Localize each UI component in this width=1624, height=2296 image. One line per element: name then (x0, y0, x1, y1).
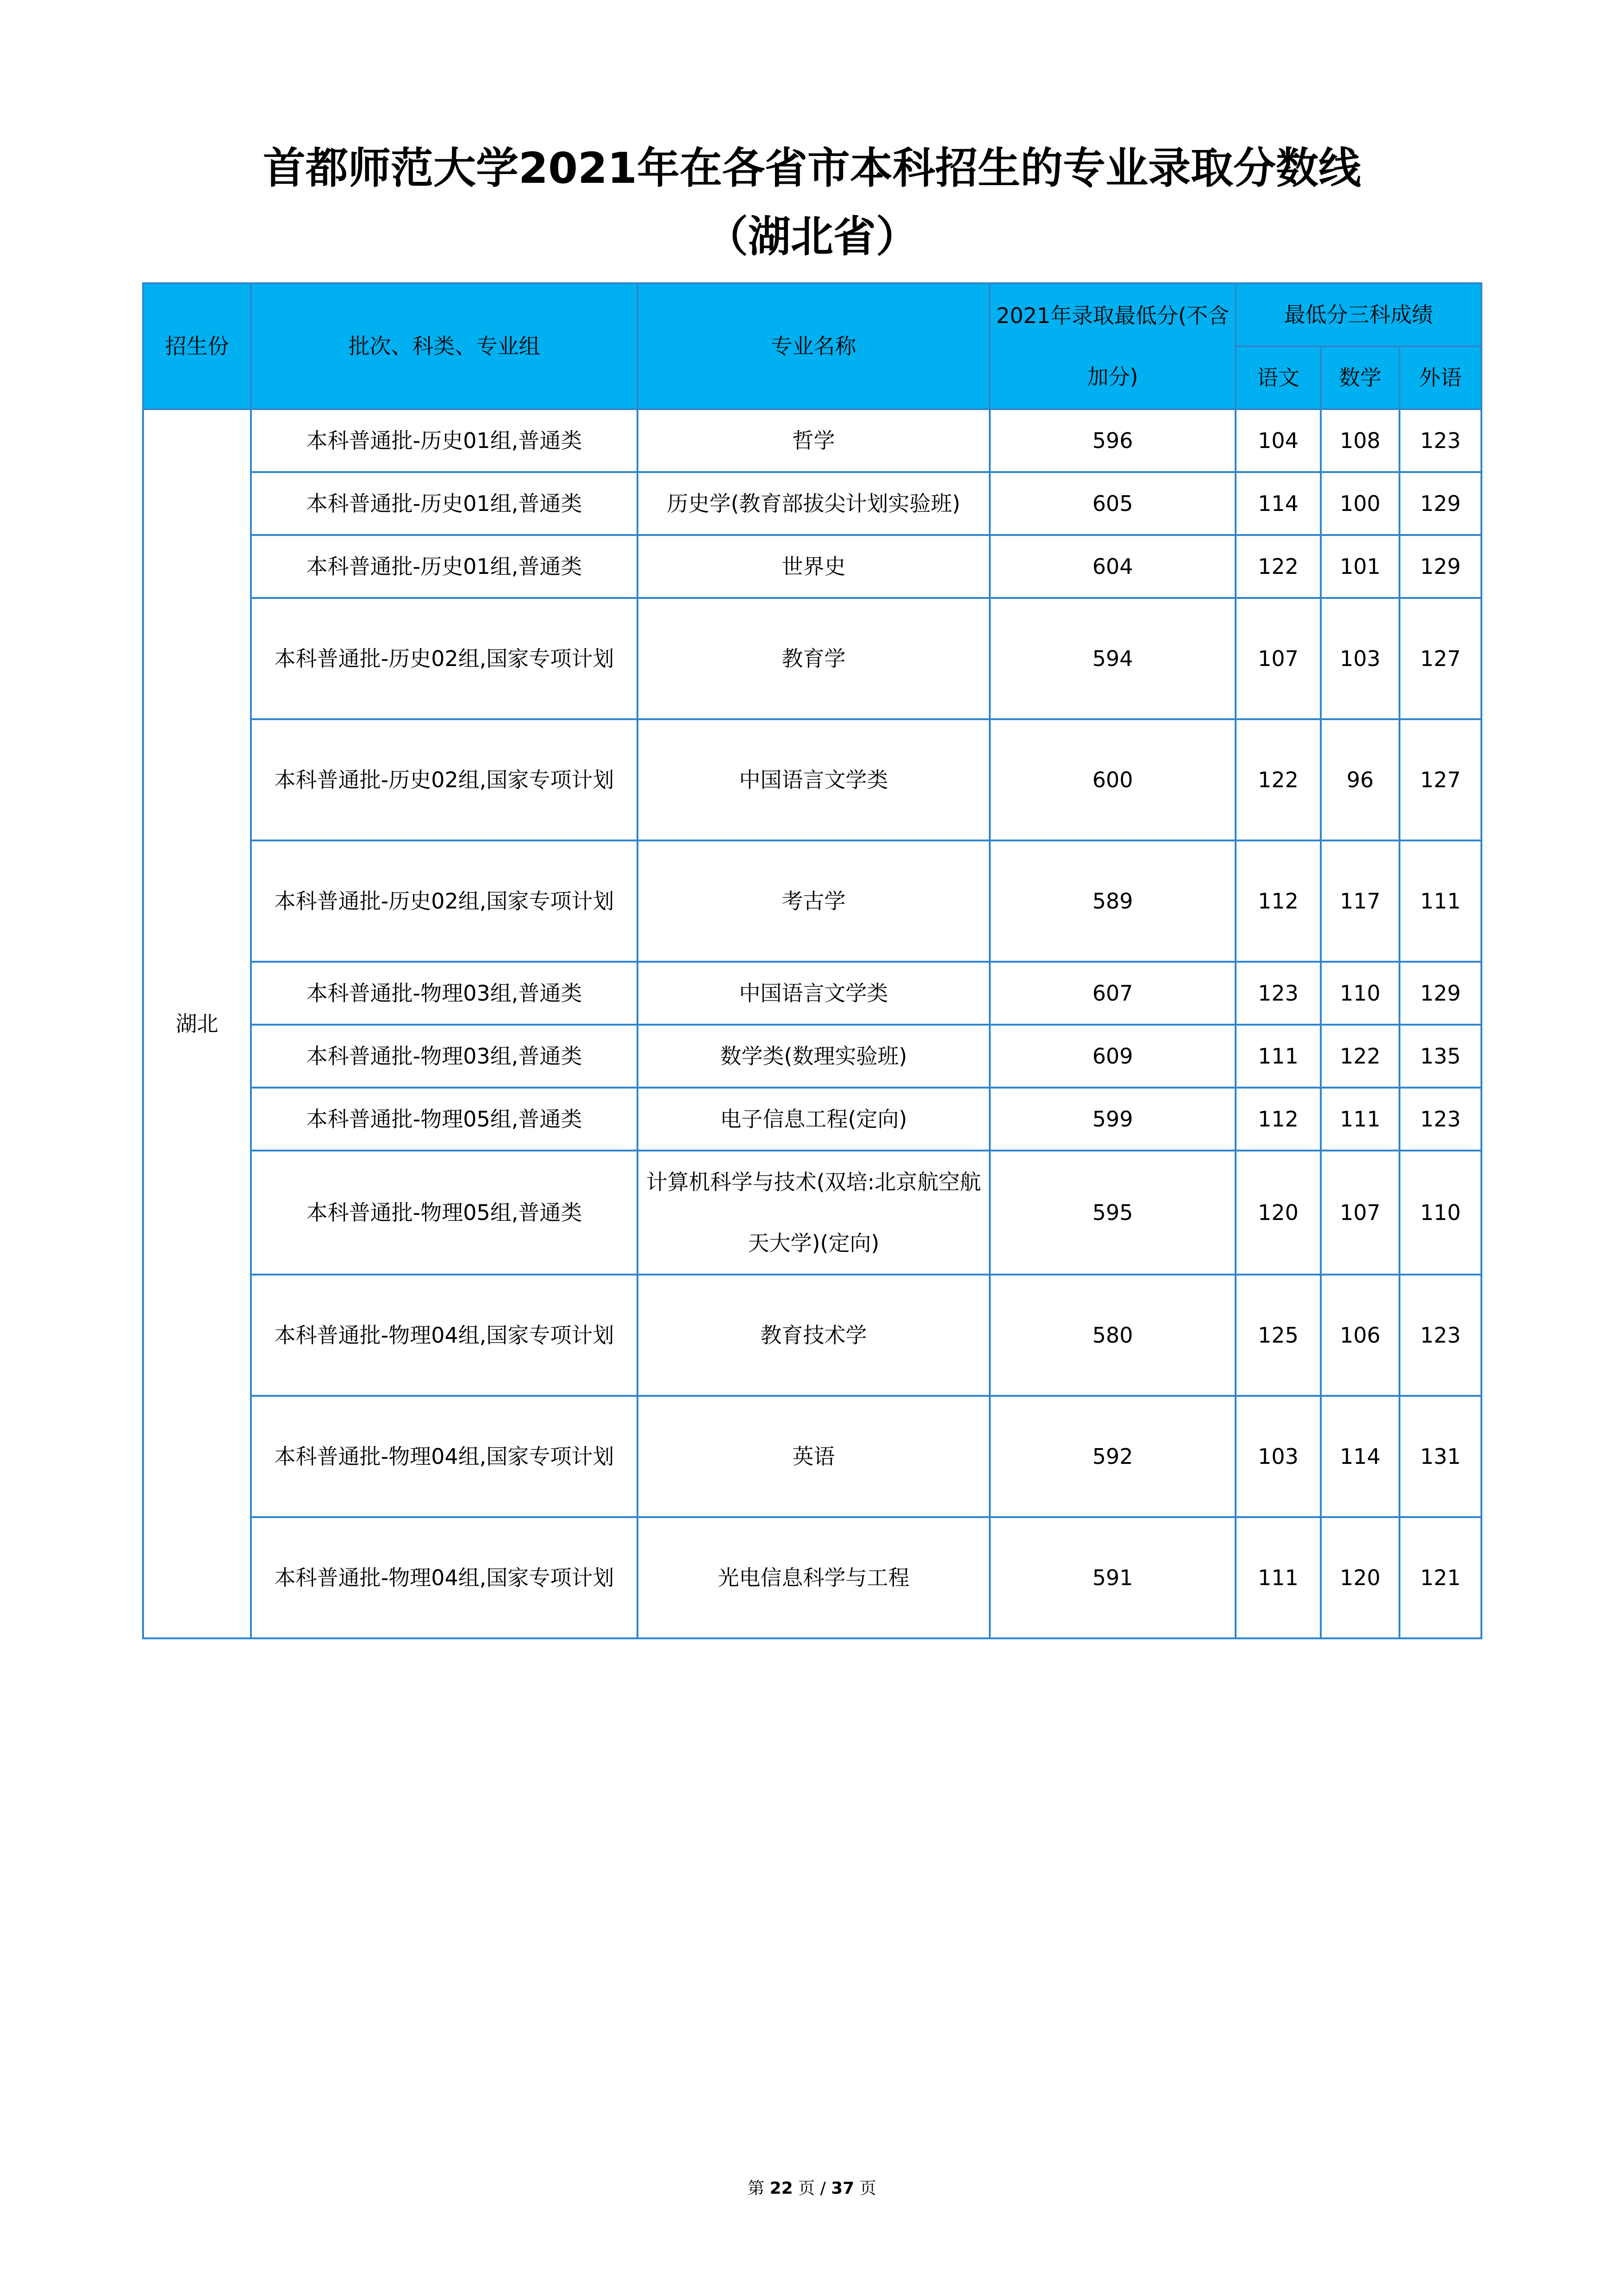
table-row (143, 472, 1481, 535)
chinese-score-cell: 114 (1236, 472, 1321, 535)
table-row (143, 1396, 1481, 1517)
table-row (143, 409, 1481, 472)
foreign-score-cell: 131 (1399, 1396, 1481, 1517)
min-score-cell: 605 (990, 472, 1236, 535)
footer-prefix: 第 (748, 2179, 765, 2198)
table-row (143, 1517, 1481, 1638)
table-row (143, 962, 1481, 1025)
min-score-cell: 609 (990, 1025, 1236, 1088)
min-score-cell: 589 (990, 840, 1236, 962)
min-score-cell: 594 (990, 598, 1236, 719)
batch-cell: 本科普通批-历史02组,国家专项计划 (251, 719, 637, 840)
foreign-score-cell: 127 (1399, 719, 1481, 840)
batch-cell: 本科普通批-历史01组,普通类 (251, 472, 637, 535)
chinese-score-cell: 112 (1236, 1088, 1321, 1151)
foreign-score-cell: 129 (1399, 535, 1481, 598)
math-score-cell: 111 (1321, 1088, 1399, 1151)
foreign-score-cell: 123 (1399, 409, 1481, 472)
min-score-cell: 599 (990, 1088, 1236, 1151)
major-cell: 教育技术学 (637, 1275, 990, 1396)
math-score-cell: 120 (1321, 1517, 1399, 1638)
table-row (143, 840, 1481, 962)
table-row (143, 719, 1481, 840)
foreign-score-cell: 111 (1399, 840, 1481, 962)
chinese-score-cell: 104 (1236, 409, 1321, 472)
page-number: 22 (769, 2179, 793, 2198)
chinese-score-cell: 120 (1236, 1151, 1321, 1275)
header-province: 招生份 (143, 283, 251, 409)
chinese-score-cell: 111 (1236, 1517, 1321, 1638)
foreign-score-cell: 129 (1399, 962, 1481, 1025)
batch-cell: 本科普通批-物理05组,普通类 (251, 1088, 637, 1151)
batch-cell: 本科普通批-历史02组,国家专项计划 (251, 598, 637, 719)
min-score-cell: 607 (990, 962, 1236, 1025)
foreign-score-cell: 127 (1399, 598, 1481, 719)
major-cell: 计算机科学与技术(双培:北京航空航天大学)(定向) (637, 1151, 990, 1275)
header-major: 专业名称 (637, 283, 990, 409)
foreign-score-cell: 123 (1399, 1088, 1481, 1151)
major-cell: 历史学(教育部拔尖计划实验班) (637, 472, 990, 535)
admission-score-table (142, 282, 1482, 1639)
min-score-cell: 600 (990, 719, 1236, 840)
chinese-score-cell: 107 (1236, 598, 1321, 719)
table-row (143, 535, 1481, 598)
major-cell: 光电信息科学与工程 (637, 1517, 990, 1638)
batch-cell: 本科普通批-物理04组,国家专项计划 (251, 1396, 637, 1517)
footer-suffix: 页 (859, 2179, 876, 2198)
table-row (143, 1275, 1481, 1396)
major-cell: 数学类(数理实验班) (637, 1025, 990, 1088)
major-cell: 英语 (637, 1396, 990, 1517)
header-chinese: 语文 (1236, 346, 1321, 409)
page-footer (0, 2175, 1624, 2199)
min-score-cell: 596 (990, 409, 1236, 472)
major-cell: 中国语言文学类 (637, 719, 990, 840)
table-row (143, 1151, 1481, 1275)
chinese-score-cell: 112 (1236, 840, 1321, 962)
foreign-score-cell: 123 (1399, 1275, 1481, 1396)
batch-cell: 本科普通批-历史01组,普通类 (251, 535, 637, 598)
min-score-cell: 591 (990, 1517, 1236, 1638)
chinese-score-cell: 111 (1236, 1025, 1321, 1088)
major-cell: 电子信息工程(定向) (637, 1088, 990, 1151)
min-score-cell: 580 (990, 1275, 1236, 1396)
chinese-score-cell: 103 (1236, 1396, 1321, 1517)
document-subtitle: （湖北省） (705, 212, 918, 261)
footer-mid: 页 / (798, 2179, 826, 2198)
math-score-cell: 114 (1321, 1396, 1399, 1517)
math-score-cell: 122 (1321, 1025, 1399, 1088)
math-score-cell: 103 (1321, 598, 1399, 719)
major-cell: 教育学 (637, 598, 990, 719)
header-foreign: 外语 (1399, 346, 1481, 409)
math-score-cell: 106 (1321, 1275, 1399, 1396)
foreign-score-cell: 110 (1399, 1151, 1481, 1275)
major-cell: 世界史 (637, 535, 990, 598)
batch-cell: 本科普通批-物理05组,普通类 (251, 1151, 637, 1275)
math-score-cell: 107 (1321, 1151, 1399, 1275)
header-three-subjects: 最低分三科成绩 (1236, 283, 1481, 346)
batch-cell: 本科普通批-物理04组,国家专项计划 (251, 1275, 637, 1396)
math-score-cell: 117 (1321, 840, 1399, 962)
foreign-score-cell: 121 (1399, 1517, 1481, 1638)
chinese-score-cell: 122 (1236, 719, 1321, 840)
major-cell: 考古学 (637, 840, 990, 962)
province-cell: 湖北 (143, 409, 251, 1638)
math-score-cell: 101 (1321, 535, 1399, 598)
batch-cell: 本科普通批-物理03组,普通类 (251, 1025, 637, 1088)
header-batch: 批次、科类、专业组 (251, 283, 637, 409)
table-row (143, 1088, 1481, 1151)
min-score-cell: 592 (990, 1396, 1236, 1517)
major-cell: 哲学 (637, 409, 990, 472)
document-title: 首都师范大学2021年在各省市本科招生的专业录取分数线 (262, 143, 1362, 193)
page-total: 37 (831, 2179, 855, 2198)
table-row (143, 598, 1481, 719)
foreign-score-cell: 129 (1399, 472, 1481, 535)
math-score-cell: 100 (1321, 472, 1399, 535)
batch-cell: 本科普通批-物理04组,国家专项计划 (251, 1517, 637, 1638)
batch-cell: 本科普通批-历史01组,普通类 (251, 409, 637, 472)
min-score-cell: 604 (990, 535, 1236, 598)
foreign-score-cell: 135 (1399, 1025, 1481, 1088)
chinese-score-cell: 122 (1236, 535, 1321, 598)
major-cell: 中国语言文学类 (637, 962, 990, 1025)
min-score-cell: 595 (990, 1151, 1236, 1275)
header-math: 数学 (1321, 346, 1399, 409)
batch-cell: 本科普通批-历史02组,国家专项计划 (251, 840, 637, 962)
math-score-cell: 108 (1321, 409, 1399, 472)
math-score-cell: 96 (1321, 719, 1399, 840)
chinese-score-cell: 125 (1236, 1275, 1321, 1396)
chinese-score-cell: 123 (1236, 962, 1321, 1025)
header-min-score: 2021年录取最低分(不含加分) (990, 283, 1236, 409)
math-score-cell: 110 (1321, 962, 1399, 1025)
table-row (143, 1025, 1481, 1088)
batch-cell: 本科普通批-物理03组,普通类 (251, 962, 637, 1025)
